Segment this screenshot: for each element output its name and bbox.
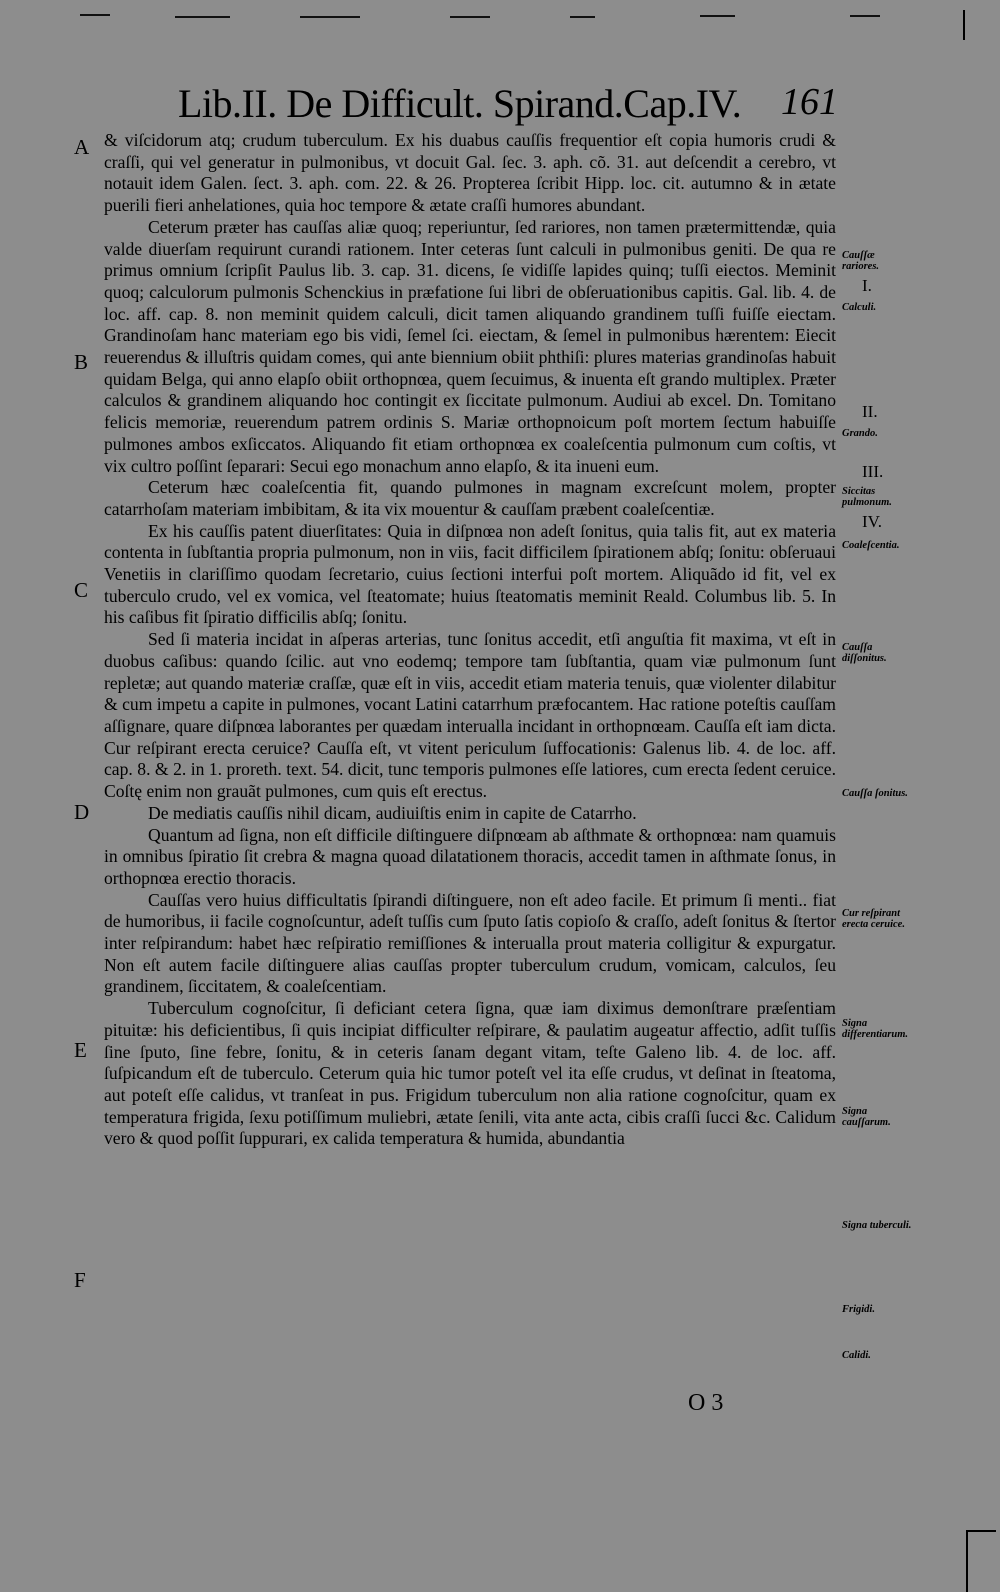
section-letter-e: E xyxy=(74,1038,87,1062)
margin-numeral: IV. xyxy=(862,512,882,531)
margin-note: Grando. xyxy=(842,428,878,439)
section-letter-d: D xyxy=(74,800,90,824)
margin-numeral: II. xyxy=(862,402,878,421)
margin-note: Cauſſæ rariores. xyxy=(842,250,880,272)
page-title: Lib.II. De Difficult. Spirand.Cap.IV. xyxy=(178,81,742,126)
section-letter-c: C xyxy=(74,578,89,602)
paragraph: Ex his cauſſis patent diuerſitates: Quia in diſpnœa non adeſt ſonitus, quia talis fit, aut ex materia contenta in ſubſtantia propria pulmonum, non in viis, facit difficilem ſpirationem abſq; ſonitu: obſeruaui Venetiis in clariſſimo quodam ſecretario, cuius ſectioni interfui poſt mortem. Aliquãdo id fit, vel ex tuberculo crudo, vel ex vomica, vel ſteatomate; huius ſteatomatis meminit Reald. Columbus lib. 5. In his caſibus fit ſpiratio difficilis abſq; ſonitu. xyxy=(104,520,836,628)
paragraph: Cauſſas vero huius difficultatis ſpirandi diſtinguere, non eſt adeo facile. Et primum ſi menti.. fiat de humoribus, ii facile cognoſcuntur, adeſt tuſſis cum ſputo ſatis copioſo & craſſo, adeſt ſonitus & ſtertor inter reſpirandum: habet hæc reſpiratio remiſſiones & interualla prout materia colligitur & expurgatur. Non eſt autem facile diſtinguere alias cauſſas propter tuberculum crudum, vomicam, calculos, ſeu grandinem, ſiccitatem, & coaleſcentiam. xyxy=(104,889,836,997)
margin-note: Calculi. xyxy=(842,302,877,313)
margin-note: Coaleſcentia. xyxy=(842,540,900,551)
main-text-column xyxy=(104,130,836,1150)
margin-numeral: I. xyxy=(862,276,872,295)
margin-note: Cauſſa ſonitus. xyxy=(842,788,908,799)
margin-note: Cauſſa diſſonitus. xyxy=(842,642,887,664)
section-letter-b: B xyxy=(74,350,89,374)
section-letter-a: A xyxy=(74,135,90,159)
margin-note: Signa cauſſarum. xyxy=(842,1106,891,1128)
paragraph: De mediatis cauſſis nihil dicam, audiuiſtis enim in capite de Catarrho. xyxy=(148,802,637,823)
running-head xyxy=(178,80,838,128)
margin-note: Signa differentiarum. xyxy=(842,1018,909,1040)
margin-note: Cur reſpirant erecta ceruice. xyxy=(842,908,905,930)
paragraph: & viſcidorum atq; crudum tuberculum. Ex his duabus cauſſis frequentior eſt copia humoris crudi & craſſi, qui vel generatur in pulmonibus, vt docuit Gal. ſec. 3. aph. cõ. 31. aut deſcendit a cerebro, vt notauit idem Galen. ſect. 3. aph. com. 22. & 26. Propterea ſcribit Hipp. loc. cit. autumno & in ætate puerili fieri anhelationes, quia hoc tempore & ætate craſſi humores abundant. xyxy=(104,130,836,216)
paragraph: Quantum ad ſigna, non eſt difficile diſtinguere diſpnœam ab aſthmate & orthopnœa: nam quamuis in omnibus ſpiratio ſit crebra & magna quoad dilatationem thoracis, accedit tamen in aſthmate ſonus, in orthopnœa erectio thoracis. xyxy=(104,824,836,888)
scan-corner-mark xyxy=(966,1530,996,1592)
page-number: 161 xyxy=(781,81,838,123)
paragraph: Tuberculum cognoſcitur, ſi deficiant cetera ſigna, quæ iam diximus demonſtrare præſentiam pituitæ: his deficientibus, ſi quis incipiat difficulter reſpirare, & paulatim augeatur affectio, adſit tuſſis ſine ſputo, ſine febre, ſonitu, & in ceteris ſanam degant vitam, teſte Galeno lib. 4. de loc. aff. ſuſpicandum eſt de tuberculo. Ceterum quia hic tumor poteſt vel ita eſſe crudus, vt deſinat in ſteatoma, aut poteſt eſſe calidus, vt tranſeat in pus. Frigidum tuberculum non alia ratione cognoſcitur, quam ex temperatura frigida, ſexu potiſſimum muliebri, ætate ſenili, vita ante acta, cibis craſſi ſucci &c. Calidum vero & quod poſſit ſuppurari, ex calida temperatura & humida, abundantia xyxy=(104,998,836,1149)
section-letter-f: F xyxy=(74,1268,86,1292)
signature-mark: O 3 xyxy=(688,1390,724,1416)
margin-note: Siccitas pulmonum. xyxy=(842,486,892,508)
margin-note: Calidi. xyxy=(842,1350,871,1361)
paragraph: Ceterum præter has cauſſas aliæ quoq; reperiuntur, ſed rariores, non tamen prætermittendæ, quia valde diuerſam requirunt curandi rationem. Inter ceteras ſunt calculi in pulmonibus geniti. De qua re primus omnium ſcripſit Paulus lib. 3. cap. 31. dicens, ſe vidiſſe lapides quinq; tuſſi eiectos. Meminit quoq; calculorum pulmonis Schenckius in præfatione ſui libri de obſeruationibus capitis. Gal. lib. 4. de loc. aff. cap. 8. non meminit quidem calculi, dicit tamen aliquando grandinem tuſſi fuiſſe eiectam. Grandinoſam hanc materiam ego bis vidi, ſemel ſci. eiectam, & ſemel in pulmonibus hærentem: Eiecit reuerendus & illuſtris quidam comes, qui ante biennium obiit phthiſi: plures materias grandinoſas habuit quidam Belga, qui anno elapſo obiit orthopnœa, quem ſecuimus, & inuenta eſt grando multiplex. Præter calculos & grandinem aliquando hoc contingit ex ſiccitate pulmonum. Audiui ab excel. Dn. Tomitano felicis memoriæ, reuerendum patrem ordinis S. Mariæ orthopnoicum poſt mortem ſectum habuiſſe pulmones ambos exſiccatos. Aliquando fit etiam orthopnœa ex coaleſcentia pulmonum cum coſtis, vt vix cultro poſſint ſeparari: Secui ego monachum anno elapſo, & ita inueni eum. xyxy=(104,216,836,476)
margin-note: Signa tuberculi. xyxy=(842,1220,912,1231)
scan-edge-marks xyxy=(0,0,1000,40)
paragraph: Ceterum hæc coaleſcentia fit, quando pulmones in magnam excreſcunt molem, propter catarrhoſam materiam imbibitam, & ita vix mouentur & cauſſam præbent coaleſcentiæ. xyxy=(104,477,836,519)
margin-numeral: III. xyxy=(862,462,884,481)
scan-edge-line xyxy=(963,10,965,40)
paragraph: Sed ſi materia incidat in aſperas arterias, tunc ſonitus accedit, etſi anguſtia fit maxima, vt eſt in duobus caſibus: quando ſcilic. aut vno eodemq; tempore tam ſubſtantia, quam viæ pulmonum ſunt repletæ; aut quando materiæ craſſæ, quæ eſt in viis, accedit etiam materia tenuis, quæ violenter dilabitur & cum impetu a capite in pulmones, vocant Latini catarrhum præfocantem. Hac ratione poteſtis cauſſam aſſignare, quare diſpnœa laborantes per quædam interualla incidant in orthopnœam. Cauſſa eſt iam dicta. Cur reſpirant erecta ceruice? Cauſſa eſt, vt vitent periculum ſuffocationis: Galenus lib. 4. de loc. aff. cap. 8. & 2. in 1. proreth. text. 54. dicit, tunc temporis pulmones eſſe latiores, cum erecta ſedent ceruice. Coſtę enim non grauãt pulmones, cum quis eſt erectus. xyxy=(104,629,836,802)
margin-note: Frigidi. xyxy=(842,1304,875,1315)
